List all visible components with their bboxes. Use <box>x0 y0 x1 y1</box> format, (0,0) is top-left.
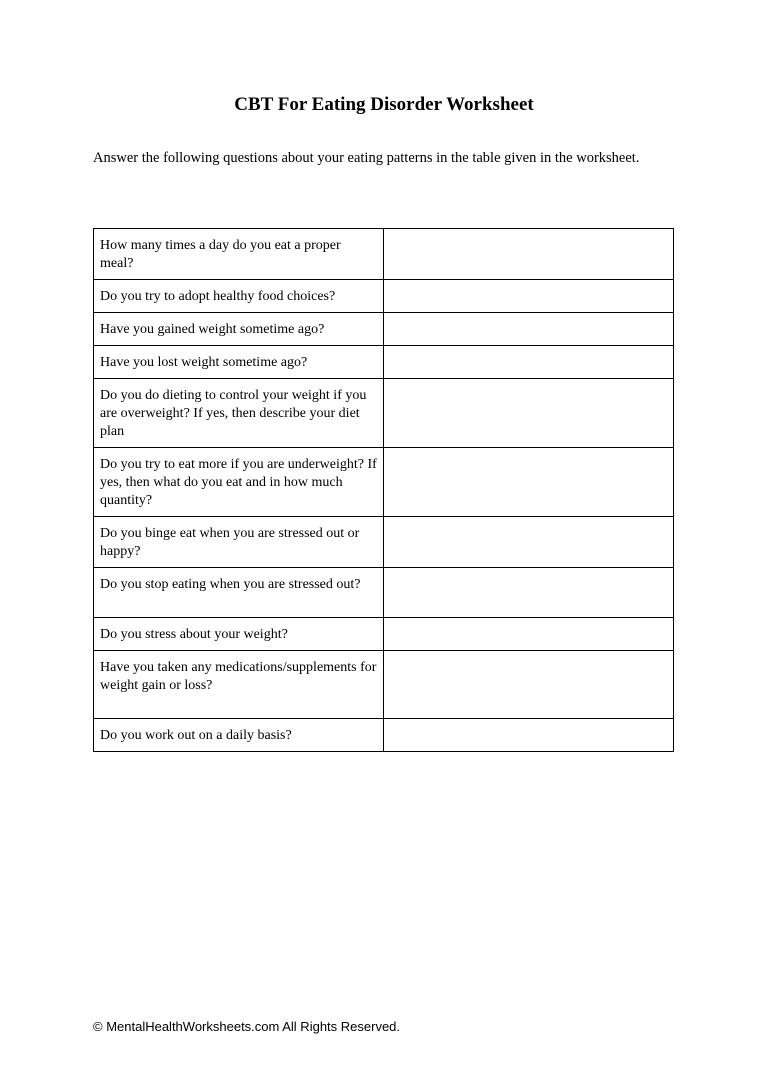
table-row <box>94 448 674 517</box>
table-row <box>94 280 674 313</box>
question-cell: Do you try to eat more if you are underweight? If yes, then what do you eat and in how much quantity? <box>94 448 384 517</box>
table-row <box>94 618 674 651</box>
answer-cell[interactable] <box>384 618 674 651</box>
table-row <box>94 517 674 568</box>
table-row <box>94 719 674 752</box>
answer-cell[interactable] <box>384 229 674 280</box>
answer-cell[interactable] <box>384 379 674 448</box>
answer-cell[interactable] <box>384 280 674 313</box>
question-cell: Do you stop eating when you are stressed out? <box>94 568 384 618</box>
answer-cell[interactable] <box>384 651 674 719</box>
answer-cell[interactable] <box>384 346 674 379</box>
question-cell: Do you try to adopt healthy food choices? <box>94 280 384 313</box>
table-row <box>94 651 674 719</box>
question-cell: Do you work out on a daily basis? <box>94 719 384 752</box>
table-row <box>94 568 674 618</box>
question-cell: Do you do dieting to control your weight if you are overweight? If yes, then describe your diet plan <box>94 379 384 448</box>
table-row <box>94 346 674 379</box>
table-row <box>94 379 674 448</box>
answer-cell[interactable] <box>384 568 674 618</box>
copyright-footer: © MentalHealthWorksheets.com All Rights Reserved. <box>93 1019 401 1034</box>
question-cell: How many times a day do you eat a proper meal? <box>94 229 384 280</box>
page-title: CBT For Eating Disorder Worksheet <box>234 94 534 115</box>
table-row <box>94 313 674 346</box>
question-cell: Do you stress about your weight? <box>94 618 384 651</box>
question-cell: Have you taken any medications/supplements for weight gain or loss? <box>94 651 384 719</box>
question-cell: Do you binge eat when you are stressed out or happy? <box>94 517 384 568</box>
question-cell: Have you gained weight sometime ago? <box>94 313 384 346</box>
questions-table <box>93 228 674 752</box>
answer-cell[interactable] <box>384 448 674 517</box>
table-row <box>94 229 674 280</box>
answer-cell[interactable] <box>384 719 674 752</box>
instructions-paragraph: Answer the following questions about your eating patterns in the table given in the worksheet. <box>93 150 640 166</box>
question-cell: Have you lost weight sometime ago? <box>94 346 384 379</box>
answer-cell[interactable] <box>384 517 674 568</box>
answer-cell[interactable] <box>384 313 674 346</box>
